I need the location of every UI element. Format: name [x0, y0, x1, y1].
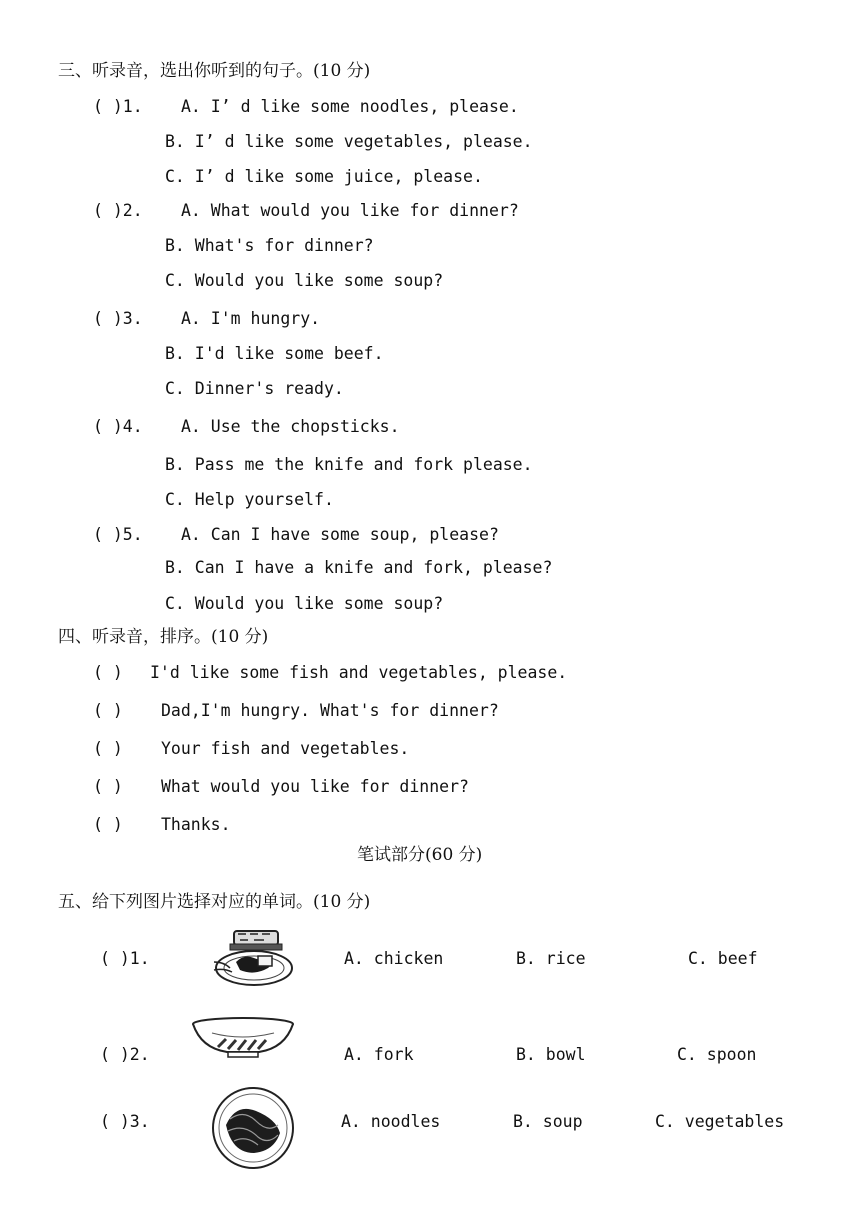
section3-heading: 三、听录音，选出你听到的句子。(10 分) [58, 61, 371, 81]
written-part-heading: 笔试部分(60 分) [357, 845, 483, 865]
q3-3-option-c: C. Dinner's ready. [165, 379, 344, 398]
q5-2-option-b: B. bowl [516, 1045, 586, 1064]
bowl-icon [190, 1015, 296, 1061]
q5-2-prefix: ( )2. [100, 1045, 150, 1064]
q3-1-option-a: A. I’ d like some noodles, please. [181, 97, 519, 116]
q5-1-option-c: C. beef [688, 949, 758, 968]
q5-1-prefix: ( )1. [100, 949, 150, 968]
s4-item-2-text: Dad,I'm hungry. What's for dinner? [161, 701, 499, 720]
q5-1-option-b: B. rice [516, 949, 586, 968]
q3-4-option-b: B. Pass me the knife and fork please. [165, 455, 533, 474]
s4-item-4-text: What would you like for dinner? [161, 777, 469, 796]
q3-4-prefix: ( )4. [93, 417, 143, 436]
q3-5-option-b: B. Can I have a knife and fork, please? [165, 558, 553, 577]
q3-5-option-c: C. Would you like some soup? [165, 594, 444, 613]
chicken-plate-icon [208, 926, 294, 988]
q3-5-option-a: A. Can I have some soup, please? [181, 525, 499, 544]
q3-5-prefix: ( )5. [93, 525, 143, 544]
q3-2-prefix: ( )2. [93, 201, 143, 220]
q5-2-option-c: C. spoon [677, 1045, 757, 1064]
q5-1-option-a: A. chicken [344, 949, 444, 968]
noodles-plate-icon [210, 1085, 296, 1171]
s4-item-1-prefix: ( ) [93, 663, 123, 682]
q3-1-option-c: C. I’ d like some juice, please. [165, 167, 483, 186]
q3-4-option-a: A. Use the chopsticks. [181, 417, 400, 436]
q3-2-option-a: A. What would you like for dinner? [181, 201, 519, 220]
s4-item-3-prefix: ( ) [93, 739, 123, 758]
s4-item-3-text: Your fish and vegetables. [161, 739, 410, 758]
s4-item-5-prefix: ( ) [93, 815, 123, 834]
q5-2-option-a: A. fork [344, 1045, 414, 1064]
s4-item-2-prefix: ( ) [93, 701, 123, 720]
q5-3-option-b: B. soup [513, 1112, 583, 1131]
q5-3-option-a: A. noodles [341, 1112, 441, 1131]
q3-1-option-b: B. I’ d like some vegetables, please. [165, 132, 533, 151]
q3-4-option-c: C. Help yourself. [165, 490, 334, 509]
q3-3-option-a: A. I'm hungry. [181, 309, 321, 328]
q3-2-option-b: B. What's for dinner? [165, 236, 374, 255]
q3-3-option-b: B. I'd like some beef. [165, 344, 384, 363]
q3-2-option-c: C. Would you like some soup? [165, 271, 444, 290]
q5-3-prefix: ( )3. [100, 1112, 150, 1131]
q5-3-option-c: C. vegetables [655, 1112, 785, 1131]
section5-heading: 五、给下列图片选择对应的单词。(10 分) [58, 892, 371, 912]
s4-item-5-text: Thanks. [161, 815, 231, 834]
section4-heading: 四、听录音，排序。(10 分) [58, 627, 269, 647]
s4-item-4-prefix: ( ) [93, 777, 123, 796]
s4-item-1-text: I'd like some fish and vegetables, please. [150, 663, 568, 682]
q3-1-prefix: ( )1. [93, 97, 143, 116]
q3-3-prefix: ( )3. [93, 309, 143, 328]
